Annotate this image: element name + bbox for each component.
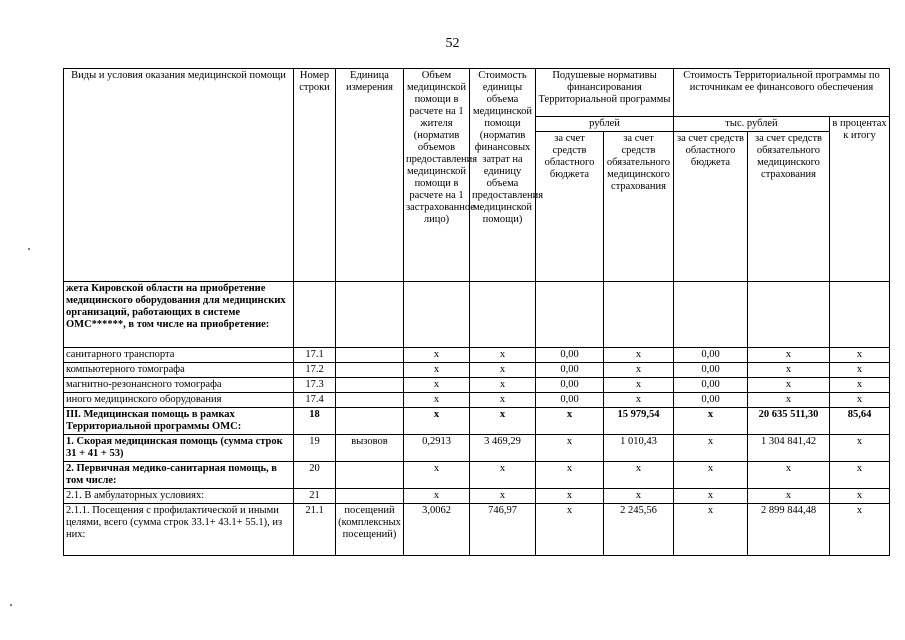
row-total-oms: 2 899 844,48 (748, 504, 830, 556)
table-row (64, 393, 890, 408)
row-norm-oms: x (604, 348, 674, 363)
header-oms-2: за счет средств обязательного медицинского страхования (748, 132, 830, 282)
header-regional-budget: за счет средств областного бюджета (536, 132, 604, 282)
row-volume: 3,0062 (404, 504, 470, 556)
row-norm-budget: 0,00 (536, 363, 604, 378)
row-norm-oms: 2 245,56 (604, 504, 674, 556)
row-total-oms: x (748, 393, 830, 408)
page-number: 52 (445, 36, 460, 51)
row-norm-budget: x (536, 489, 604, 504)
row-norm-oms: 1 010,43 (604, 435, 674, 462)
row-norm-budget: x (536, 504, 604, 556)
row-percent: x (830, 489, 890, 504)
row-norm-budget: 0,00 (536, 348, 604, 363)
row-percent: x (830, 504, 890, 556)
row-cost: x (470, 489, 536, 504)
row-volume (404, 282, 470, 348)
row-cost: 3 469,29 (470, 435, 536, 462)
row-name: 1. Скорая медицинская помощь (сумма строк 31 + 41 + 53) (64, 435, 294, 462)
row-name: 2.1. В амбулаторных условиях: (64, 489, 294, 504)
row-cost (470, 282, 536, 348)
row-number: 21 (294, 489, 336, 504)
row-percent: x (830, 435, 890, 462)
row-total-budget: x (674, 504, 748, 556)
table-row (64, 435, 890, 462)
table-row (64, 489, 890, 504)
row-total-budget (674, 282, 748, 348)
row-number: 20 (294, 462, 336, 489)
table-row (64, 282, 890, 348)
row-total-oms: x (748, 489, 830, 504)
row-volume: x (404, 408, 470, 435)
row-total-budget: 0,00 (674, 348, 748, 363)
row-norm-oms: 15 979,54 (604, 408, 674, 435)
row-norm-budget: x (536, 408, 604, 435)
row-cost: x (470, 462, 536, 489)
row-number: 17.4 (294, 393, 336, 408)
row-name: III. Медицинская помощь в рамках Территориальной программы ОМС: (64, 408, 294, 435)
row-unit (336, 282, 404, 348)
row-name: 2. Первичная медико-санитарная помощь, в том числе: (64, 462, 294, 489)
header-rubles: рублей (536, 117, 674, 132)
scan-speck (28, 248, 30, 250)
row-number: 21.1 (294, 504, 336, 556)
row-norm-oms: x (604, 393, 674, 408)
row-percent (830, 282, 890, 348)
row-volume: x (404, 393, 470, 408)
row-norm-budget: 0,00 (536, 378, 604, 393)
header-oms: за счет средств обязательного медицинского страхования (604, 132, 674, 282)
header-thousand-rubles: тыс. рублей (674, 117, 830, 132)
header-cost: Стоимость единицы объема медицинской помощи (норматив финансовых затрат на единицу объема предоставления медицинской помощи) (470, 69, 536, 282)
scan-speck (10, 604, 12, 606)
row-total-oms: 1 304 841,42 (748, 435, 830, 462)
row-volume: x (404, 489, 470, 504)
row-number (294, 282, 336, 348)
row-unit (336, 489, 404, 504)
row-percent: 85,64 (830, 408, 890, 435)
row-number: 19 (294, 435, 336, 462)
row-total-oms: x (748, 462, 830, 489)
row-name: магнитно-резонансного томографа (64, 378, 294, 393)
header-territorial-cost: Стоимость Территориальной программы по источникам ее финансового обеспечения (674, 69, 890, 117)
row-norm-oms: x (604, 462, 674, 489)
row-norm-budget: x (536, 435, 604, 462)
header-volume: Объем медицинской помощи в расчете на 1 жителя (норматив объемов предоставления медицинской помощи в расчете на 1 застрахованное лицо) (404, 69, 470, 282)
table-row (64, 348, 890, 363)
row-volume: x (404, 363, 470, 378)
row-name: санитарного транспорта (64, 348, 294, 363)
row-total-oms (748, 282, 830, 348)
row-volume: 0,2913 (404, 435, 470, 462)
row-cost: x (470, 393, 536, 408)
row-name: иного медицинского оборудования (64, 393, 294, 408)
row-total-budget: x (674, 435, 748, 462)
row-unit (336, 393, 404, 408)
table-row (64, 408, 890, 435)
row-number: 17.1 (294, 348, 336, 363)
header-per-capita: Подушевые нормативы финансирования Территориальной программы (536, 69, 674, 117)
row-percent: x (830, 462, 890, 489)
row-total-budget: 0,00 (674, 363, 748, 378)
row-number: 17.2 (294, 363, 336, 378)
row-volume: x (404, 348, 470, 363)
table-row (64, 504, 890, 556)
row-percent: x (830, 378, 890, 393)
row-norm-oms: x (604, 489, 674, 504)
row-cost: 746,97 (470, 504, 536, 556)
row-volume: x (404, 462, 470, 489)
row-name: компьютерного томографа (64, 363, 294, 378)
row-percent: x (830, 393, 890, 408)
row-total-budget: 0,00 (674, 378, 748, 393)
row-total-budget: x (674, 408, 748, 435)
header-row-number: Номер строки (294, 69, 336, 282)
row-norm-budget: x (536, 462, 604, 489)
row-unit: вызовов (336, 435, 404, 462)
row-total-budget: 0,00 (674, 393, 748, 408)
medical-care-table (63, 68, 890, 556)
row-total-oms: 20 635 511,30 (748, 408, 830, 435)
table-row (64, 462, 890, 489)
row-unit: посещений (комплексных посещений) (336, 504, 404, 556)
row-total-budget: x (674, 462, 748, 489)
row-name: 2.1.1. Посещения с профилактической и иными целями, всего (сумма строк 33.1+ 43.1+ 55.1), из них: (64, 504, 294, 556)
row-unit (336, 462, 404, 489)
row-cost: x (470, 363, 536, 378)
row-cost: x (470, 348, 536, 363)
row-unit (336, 378, 404, 393)
row-norm-budget: 0,00 (536, 393, 604, 408)
row-norm-oms: x (604, 378, 674, 393)
row-volume: x (404, 378, 470, 393)
row-unit (336, 363, 404, 378)
row-total-oms: x (748, 378, 830, 393)
table-row (64, 378, 890, 393)
row-total-budget: x (674, 489, 748, 504)
row-percent: x (830, 348, 890, 363)
row-percent: x (830, 363, 890, 378)
row-norm-budget (536, 282, 604, 348)
row-number: 18 (294, 408, 336, 435)
row-norm-oms (604, 282, 674, 348)
row-name: жета Кировской области на приобретение медицинского оборудования для медицинских организаций, работающих в системе ОМС******, в том числе на приобретение: (64, 282, 294, 348)
row-unit (336, 348, 404, 363)
header-percent: в процентах к итогу (830, 117, 890, 282)
row-number: 17.3 (294, 378, 336, 393)
row-unit (336, 408, 404, 435)
header-regional-budget-2: за счет средств областного бюджета (674, 132, 748, 282)
header-kinds: Виды и условия оказания медицинской помощи (64, 69, 294, 282)
header-unit: Единица измерения (336, 69, 404, 282)
row-total-oms: x (748, 348, 830, 363)
table-row (64, 363, 890, 378)
row-cost: x (470, 378, 536, 393)
row-norm-oms: x (604, 363, 674, 378)
row-total-oms: x (748, 363, 830, 378)
header-row (64, 69, 890, 117)
row-cost: x (470, 408, 536, 435)
